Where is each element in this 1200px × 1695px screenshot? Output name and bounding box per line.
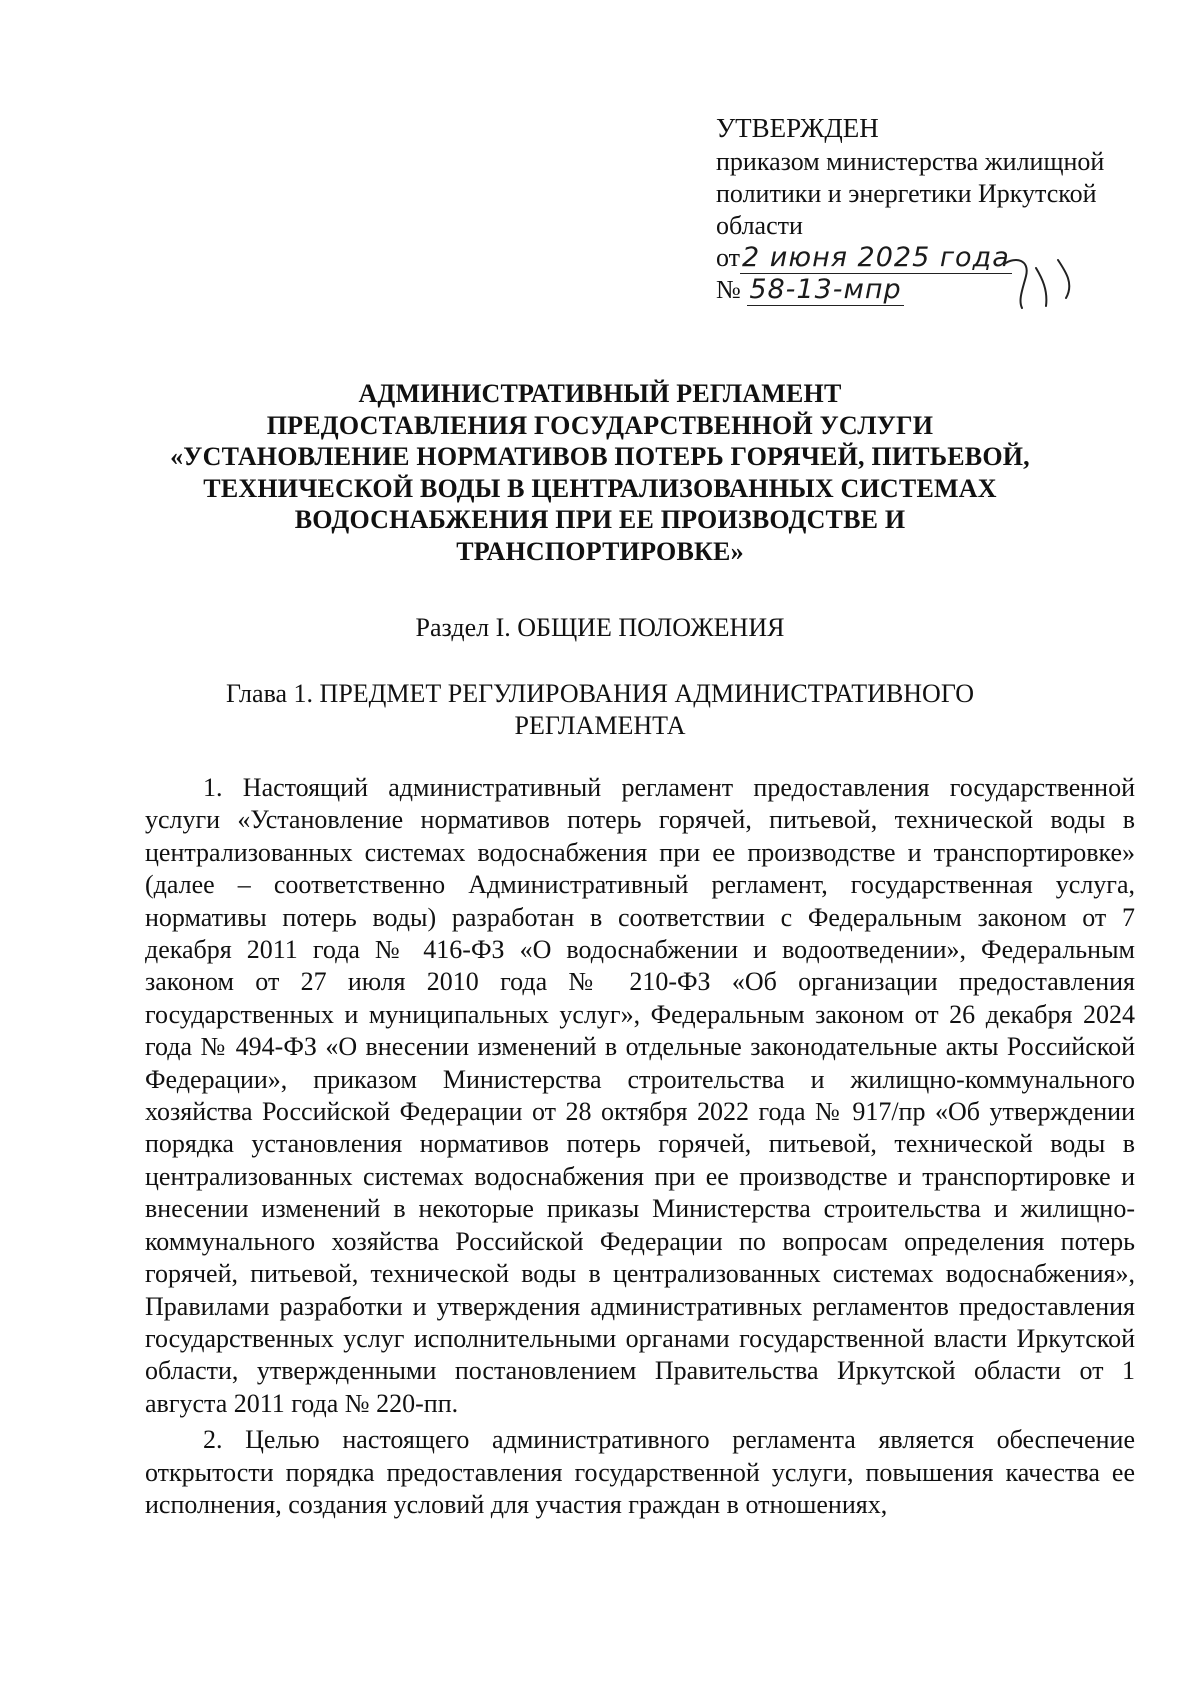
title-line: «УСТАНОВЛЕНИЕ НОРМАТИВОВ ПОТЕРЬ ГОРЯЧЕЙ, ПИТЬЕВОЙ, bbox=[170, 442, 1030, 471]
chapter-heading-line: РЕГЛАМЕНТА bbox=[514, 711, 686, 740]
approval-number-handwritten: 58-13-мпр bbox=[749, 274, 902, 305]
chapter-heading bbox=[120, 678, 1080, 742]
approval-number-line bbox=[716, 274, 1156, 306]
approval-date-prefix: от bbox=[716, 243, 741, 272]
section-heading: Раздел I. ОБЩИЕ ПОЛОЖЕНИЯ bbox=[415, 613, 785, 642]
signature-flourish bbox=[996, 254, 1086, 314]
approval-line: политики и энергетики Иркутской bbox=[716, 179, 1097, 208]
title-line: ТРАНСПОРТИРОВКЕ» bbox=[456, 536, 744, 566]
approval-block bbox=[716, 112, 1156, 306]
approval-number-prefix: № bbox=[716, 275, 741, 304]
approval-date-line bbox=[716, 242, 1156, 274]
approval-line: приказом министерства жилищной bbox=[716, 147, 1105, 176]
approval-date-handwritten: 2 июня 2025 года bbox=[742, 242, 1010, 273]
approval-line: области bbox=[716, 211, 803, 240]
body-text bbox=[145, 772, 1135, 1525]
paragraph-2: 2. Целью настоящего административного регламента является обеспечение открытости порядка предоставления государственной услуги, повышения качества ее исполнения, создания условий для участия граждан в отношениях, bbox=[145, 1425, 1135, 1519]
paragraph-1: 1. Настоящий административный регламент предоставления государственной услуги «Установление нормативов потерь горячей, питьевой, технической воды в централизованных системах водоснабжения при ее производстве и транспортировке» (далее – соответственно Административный регламент, государственная услуга, нормативы потерь воды) разработан в соответствии с Федеральным законом от 7 декабря 2011 года № 416-ФЗ «О водоснабжении и водоотведении», Федеральным законом от 27 июля 2010 года № 210-ФЗ «Об организации предоставления государственных и муниципальных услуг», Федеральным законом от 26 декабря 2024 года № 494-ФЗ «О внесении изменений в отдельные законодательные акты Российской Федерации», приказом Министерства строительства и жилищно-коммунального хозяйства Российской Федерации от 28 октября 2022 года № 917/пр «Об утверждении порядка установления нормативов потерь горячей, питьевой, технической воды в централизованных системах водоснабжения при ее производстве и транспортировке и внесении изменений в некоторые приказы Министерства строительства и жилищно- коммунального хозяйства Российской Федерации по вопросам определения потерь горячей, питьевой, технической воды в централизованных системах водоснабжения», Правилами разработки и утверждения административных регламентов предоставления государственных услуг исполнительными органами государственной власти Иркутской области, утвержденными постановлением Правительства Иркутской области от 1 августа 2011 года № 220-пп. bbox=[145, 773, 1135, 1418]
title-line: АДМИНИСТРАТИВНЫЙ РЕГЛАМЕНТ bbox=[358, 379, 842, 408]
document-title bbox=[60, 378, 1140, 567]
approval-date-field bbox=[740, 242, 1012, 274]
title-line: ПРЕДОСТАВЛЕНИЯ ГОСУДАРСТВЕННОЙ УСЛУГИ bbox=[266, 410, 934, 440]
title-line: ТЕХНИЧЕСКОЙ ВОДЫ В ЦЕНТРАЛИЗОВАННЫХ СИСТЕМАХ bbox=[203, 473, 997, 503]
approval-heading: УТВЕРЖДЕН bbox=[716, 113, 879, 143]
title-line: ВОДОСНАБЖЕНИЯ ПРИ ЕЕ ПРОИЗВОДСТВЕ И bbox=[294, 505, 906, 534]
chapter-heading-line: Глава 1. ПРЕДМЕТ РЕГУЛИРОВАНИЯ АДМИНИСТРАТИВНОГО bbox=[225, 679, 974, 708]
approval-number-field bbox=[747, 274, 903, 306]
